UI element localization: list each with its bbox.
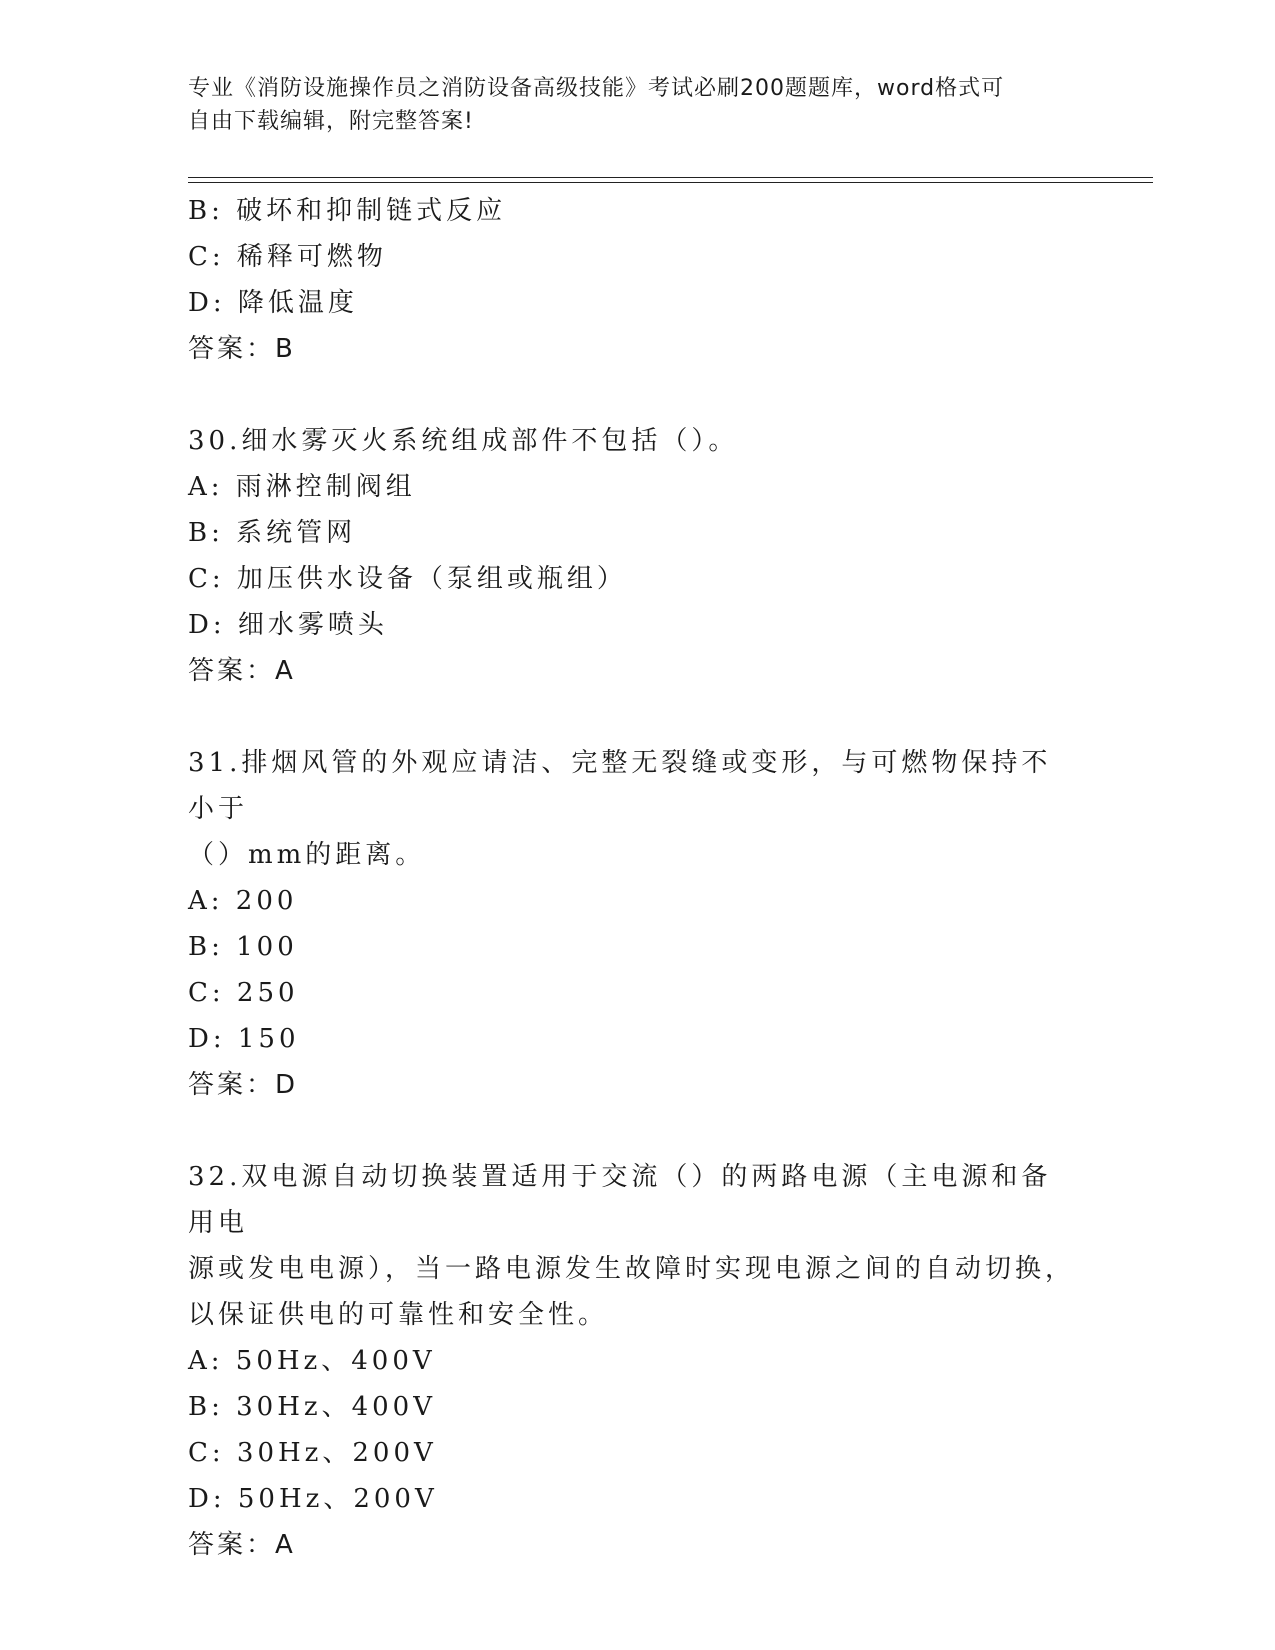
option-d: D: 50Hz、200V bbox=[188, 1484, 438, 1514]
option-c: C: 稀释可燃物 bbox=[188, 242, 387, 272]
answer-label: 答案：A bbox=[188, 656, 296, 686]
option-d: D: 细水雾喷头 bbox=[188, 610, 388, 640]
header-line-1: 专业《消防设施操作员之消防设备高级技能》考试必刷200题题库，word格式可 bbox=[188, 76, 1005, 101]
question-31 bbox=[188, 740, 1088, 1108]
option-a: A: 200 bbox=[188, 886, 298, 916]
header-divider-top bbox=[188, 177, 1153, 178]
document-body bbox=[188, 188, 1088, 1568]
spacer bbox=[188, 1108, 1088, 1154]
option-b: B: 30Hz、400V bbox=[188, 1392, 436, 1422]
spacer bbox=[188, 372, 1088, 418]
question-stem-line-2: （）mm的距离。 bbox=[188, 840, 426, 870]
option-a: A: 雨淋控制阀组 bbox=[188, 472, 416, 502]
question-stem-line-3: 以保证供电的可靠性和安全性。 bbox=[188, 1300, 609, 1330]
header-divider-bottom bbox=[188, 182, 1153, 183]
question-30 bbox=[188, 418, 1088, 694]
header-line-2: 自由下载编辑，附完整答案! bbox=[188, 109, 474, 134]
option-b: B: 系统管网 bbox=[188, 518, 357, 548]
document-header bbox=[188, 72, 1068, 138]
option-d: D: 降低温度 bbox=[188, 288, 358, 318]
question-29-continued bbox=[188, 188, 1088, 372]
answer-label: 答案：A bbox=[188, 1530, 296, 1560]
option-a: A: 50Hz、400V bbox=[188, 1346, 436, 1376]
spacer bbox=[188, 694, 1088, 740]
question-32 bbox=[188, 1154, 1088, 1568]
answer-label: 答案：D bbox=[188, 1070, 299, 1100]
option-b: B: 100 bbox=[188, 932, 298, 962]
option-c: C: 30Hz、200V bbox=[188, 1438, 437, 1468]
option-d: D: 150 bbox=[188, 1024, 300, 1054]
option-b: B: 破坏和抑制链式反应 bbox=[188, 196, 507, 226]
question-stem-line-2: 源或发电电源），当一路电源发生故障时实现电源之间的自动切换， bbox=[188, 1254, 1076, 1284]
question-stem-line-1: 32.双电源自动切换装置适用于交流（）的两路电源（主电源和备用电 bbox=[188, 1162, 1052, 1238]
option-c: C: 250 bbox=[188, 978, 299, 1008]
question-stem-line-1: 31.排烟风管的外观应请洁、完整无裂缝或变形，与可燃物保持不小于 bbox=[188, 748, 1052, 824]
question-stem: 30.细水雾灭火系统组成部件不包括（）。 bbox=[188, 426, 739, 456]
answer-label: 答案：B bbox=[188, 334, 296, 364]
option-c: C: 加压供水设备（泵组或瓶组） bbox=[188, 564, 627, 594]
